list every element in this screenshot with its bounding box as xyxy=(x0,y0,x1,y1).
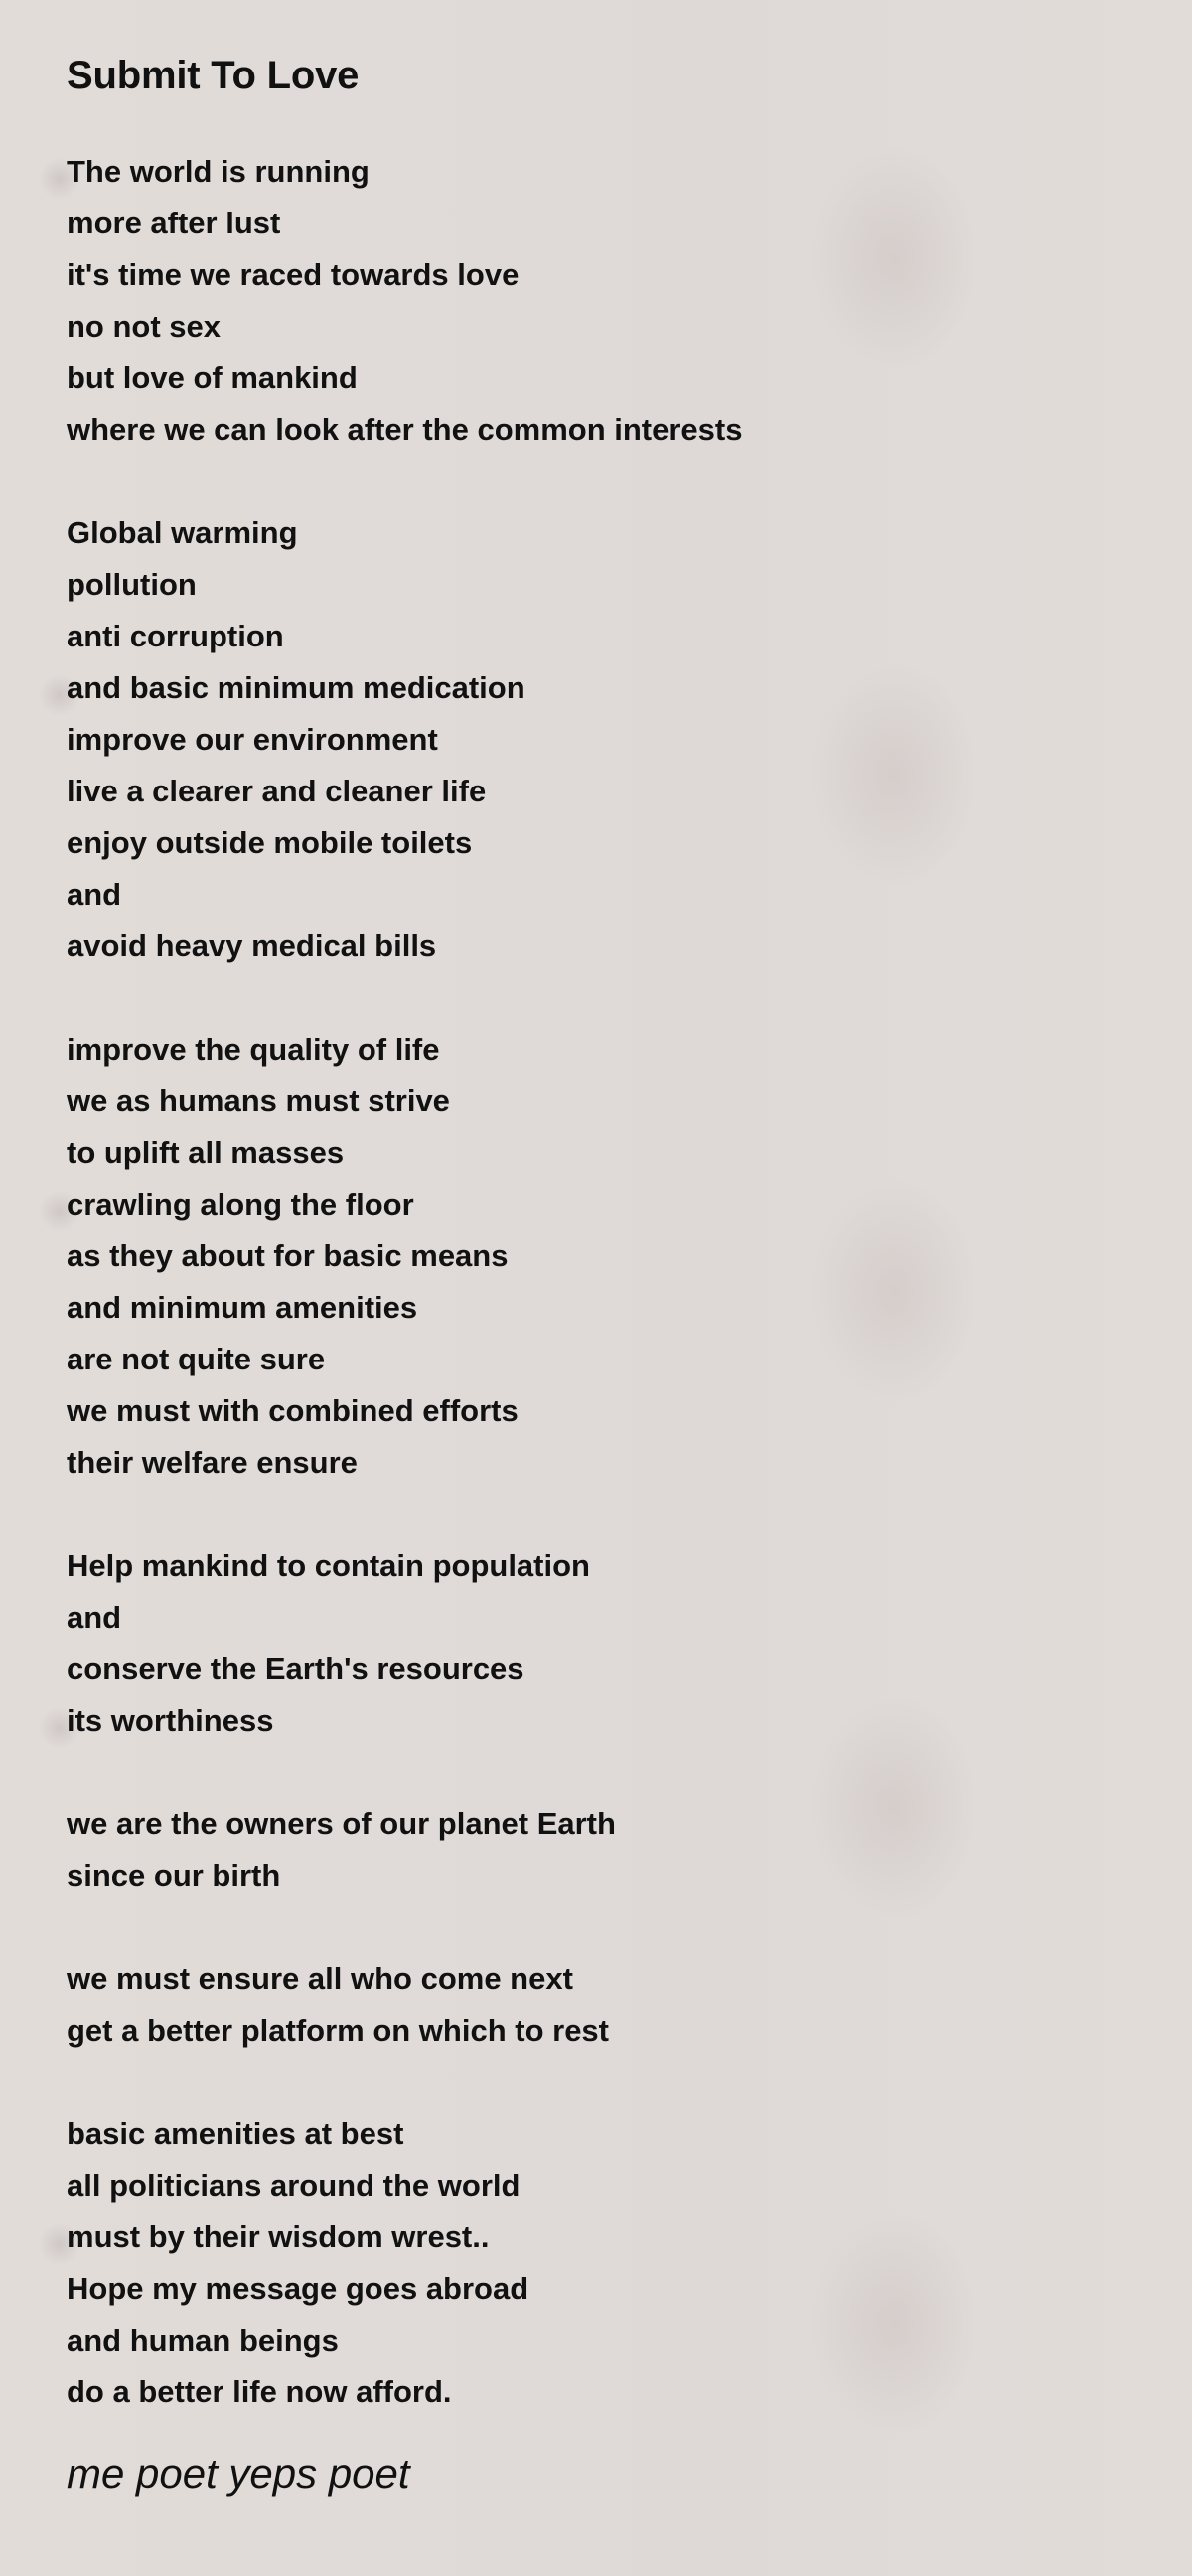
poem-line: must by their wisdom wrest.. xyxy=(67,2219,490,2254)
poem-line: anti corruption xyxy=(67,619,284,653)
poem-line: enjoy outside mobile toilets xyxy=(67,825,473,860)
poem-line: and human beings xyxy=(67,2323,339,2358)
stanza xyxy=(67,1024,1139,1489)
poem-line: more after lust xyxy=(67,206,281,240)
poem-line: we as humans must strive xyxy=(67,1083,450,1118)
poem-line: avoid heavy medical bills xyxy=(67,929,437,963)
poem-line: live a clearer and cleaner life xyxy=(67,774,487,808)
stanza xyxy=(67,2108,1139,2418)
poem-line: their welfare ensure xyxy=(67,1445,358,1480)
poem-line: to uplift all masses xyxy=(67,1135,345,1170)
poem-line: we must with combined efforts xyxy=(67,1393,519,1428)
stanza xyxy=(67,1540,1139,1747)
poem-line: we are the owners of our planet Earth xyxy=(67,1806,616,1841)
stanza xyxy=(67,1953,1139,2057)
poem-line: and xyxy=(67,1600,122,1635)
poem-line: since our birth xyxy=(67,1858,281,1893)
poem-line: where we can look after the common interests xyxy=(67,412,743,447)
poem-line: The world is running xyxy=(67,154,370,189)
poem-line: basic amenities at best xyxy=(67,2116,404,2151)
poem-line: Hope my message goes abroad xyxy=(67,2271,529,2306)
stanza xyxy=(67,507,1139,972)
poem-line: crawling along the floor xyxy=(67,1187,414,1221)
poem-line: its worthiness xyxy=(67,1703,274,1738)
poem-line: but love of mankind xyxy=(67,360,358,395)
poem-line: Global warming xyxy=(67,515,298,550)
poem-line: Help mankind to contain population xyxy=(67,1548,590,1583)
poem-line: all politicians around the world xyxy=(67,2168,521,2203)
poem-body xyxy=(67,146,1139,2418)
poem-line: and minimum amenities xyxy=(67,1290,418,1325)
poem-line: are not quite sure xyxy=(67,1342,326,1376)
poem-line: get a better platform on which to rest xyxy=(67,2013,609,2048)
poem-line: conserve the Earth's resources xyxy=(67,1651,524,1686)
poem-line: it's time we raced towards love xyxy=(67,257,520,292)
poem-line: we must ensure all who come next xyxy=(67,1961,573,1996)
stanza xyxy=(67,1798,1139,1902)
poem-line: improve the quality of life xyxy=(67,1032,440,1067)
poem-author: me poet yeps poet xyxy=(67,2450,410,2497)
poem-line: improve our environment xyxy=(67,722,438,757)
poem-line: and basic minimum medication xyxy=(67,670,525,705)
poem-title: Submit To Love xyxy=(67,54,360,97)
poem-line: no not sex xyxy=(67,309,222,344)
poem-line: do a better life now afford. xyxy=(67,2374,452,2409)
poem-page xyxy=(67,50,1139,2502)
poem-line: as they about for basic means xyxy=(67,1238,509,1273)
poem-line: and xyxy=(67,877,122,912)
stanza xyxy=(67,146,1139,456)
poem-line: pollution xyxy=(67,567,197,602)
